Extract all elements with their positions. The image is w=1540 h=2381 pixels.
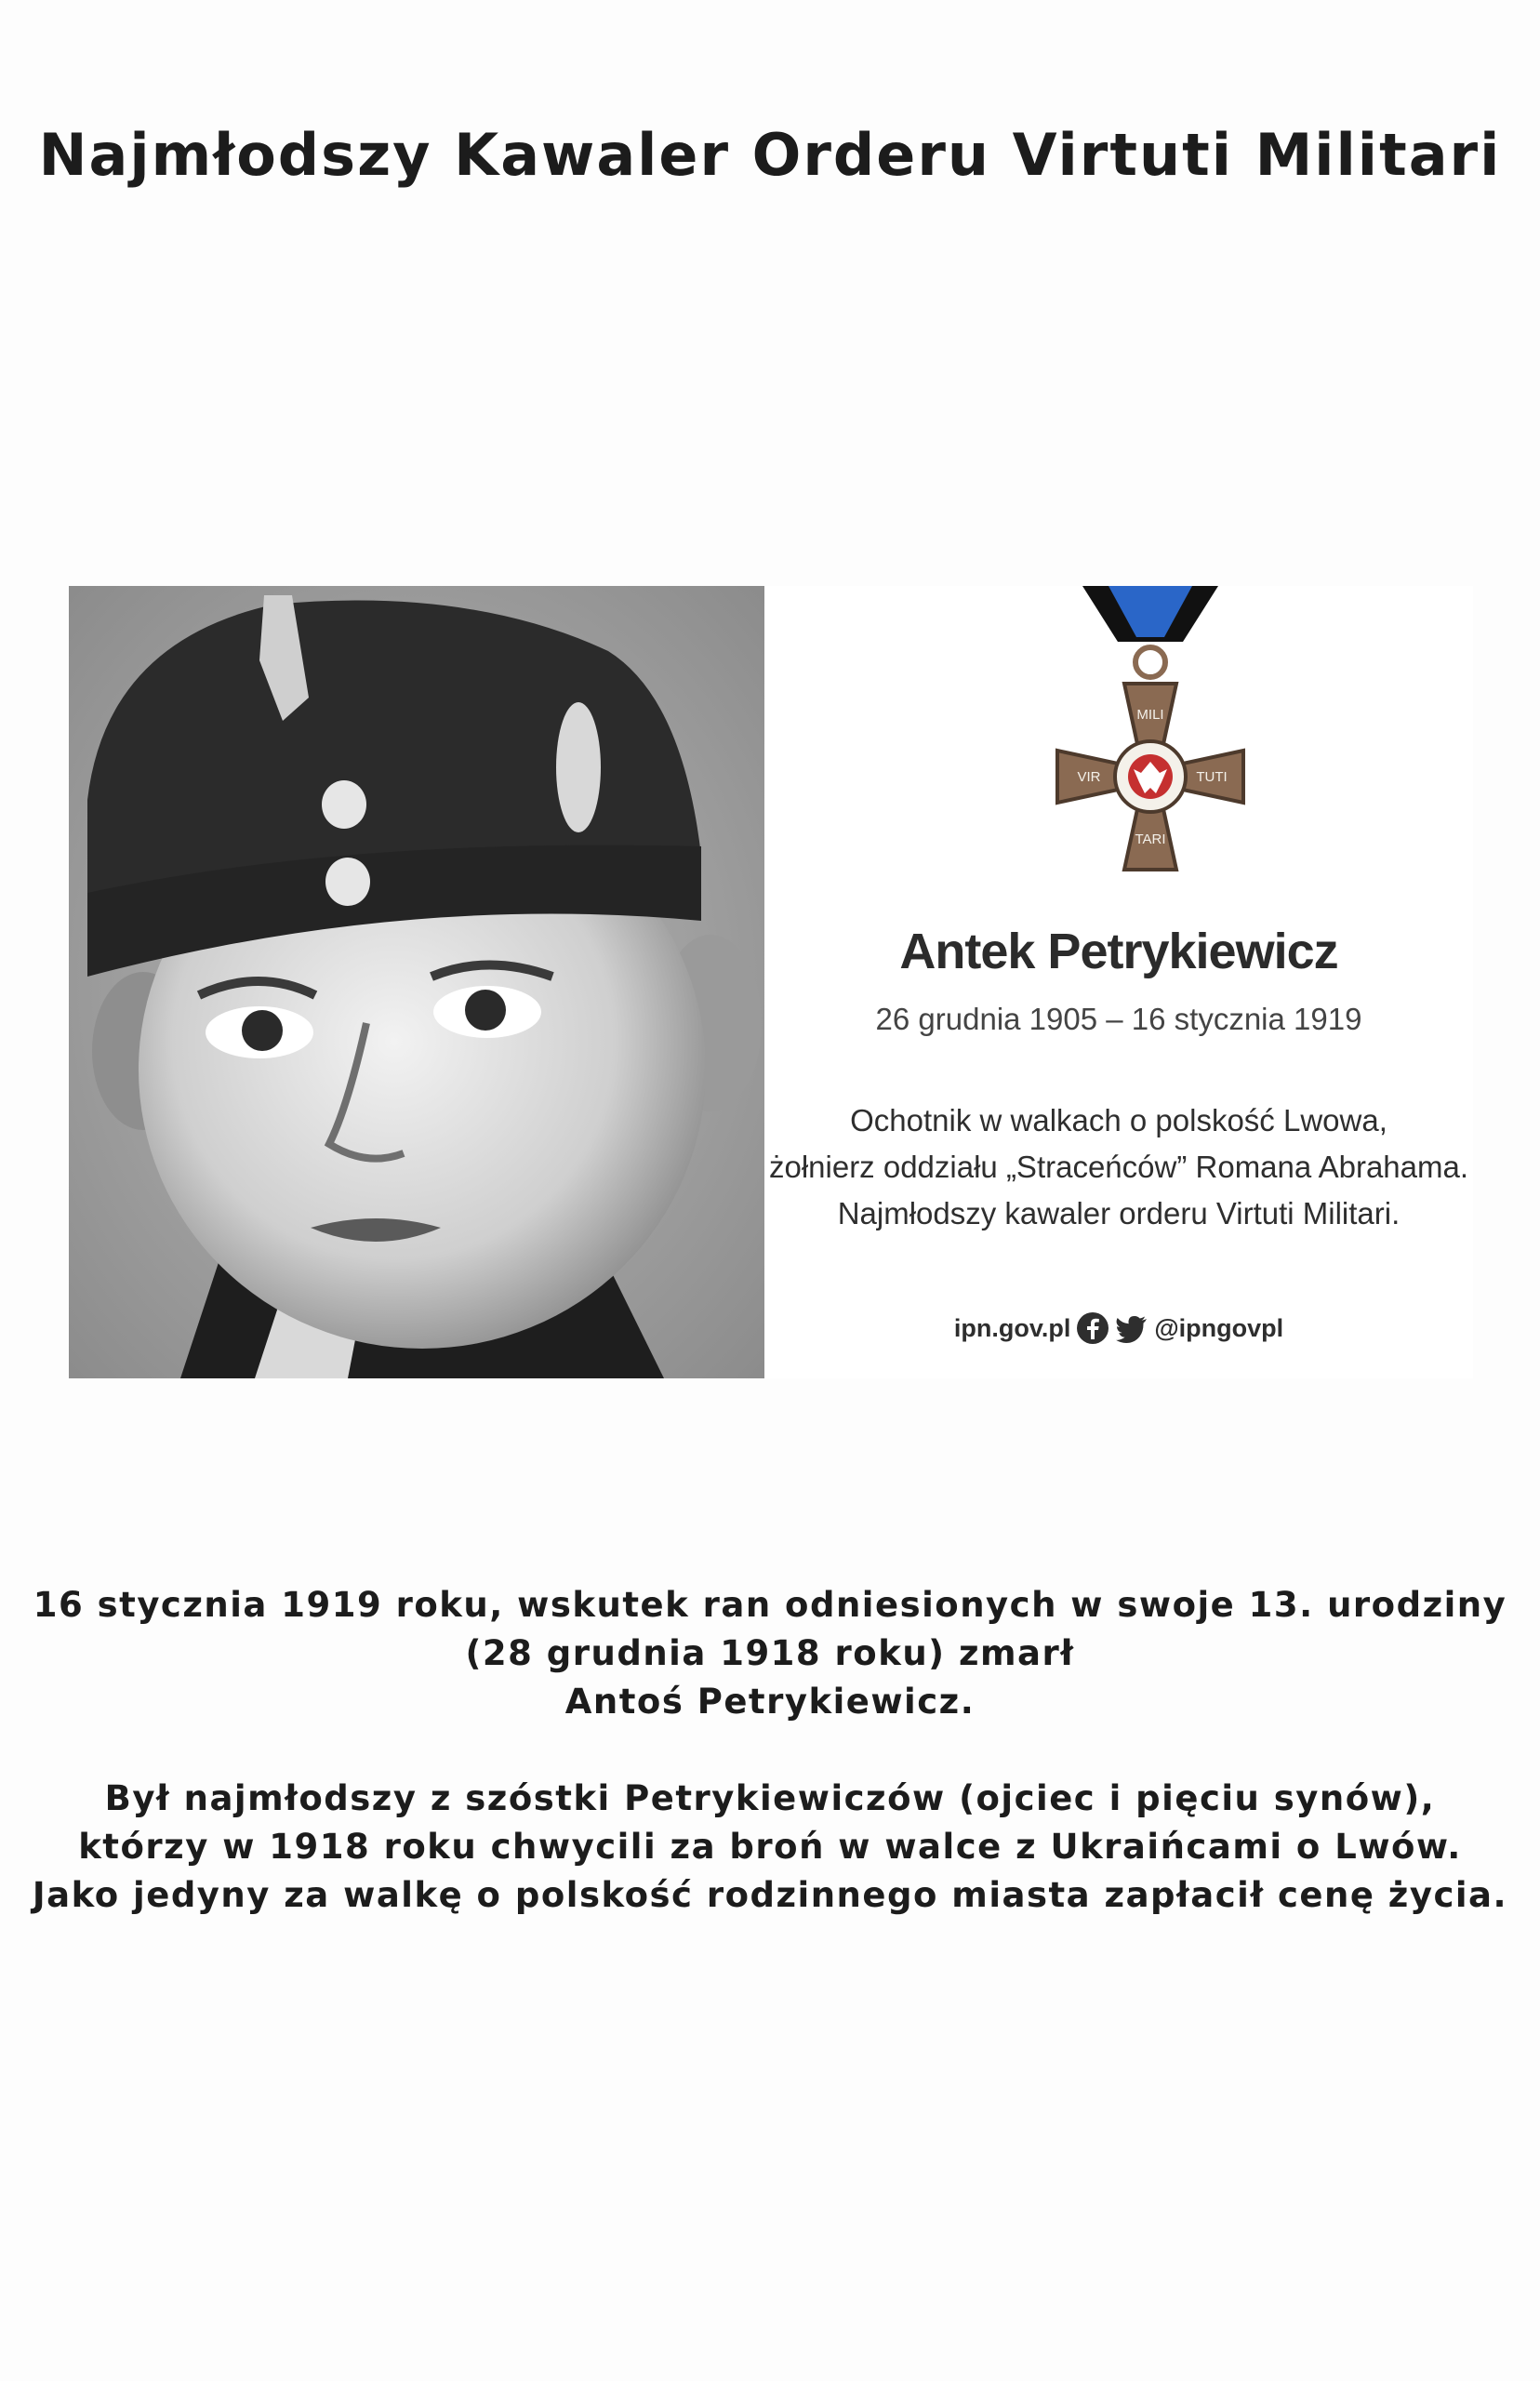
page-title: Najmłodszy Kawaler Orderu Virtuti Militari [38,121,1502,189]
medal-text-bottom: TARI [1135,831,1166,847]
medal-text-right: TUTI [1196,769,1228,785]
article-line: 16 stycznia 1919 roku, wskutek ran odniesionych w swoje 13. urodziny [33,1585,1507,1625]
person-dates: 26 grudnia 1905 – 16 stycznia 1919 [875,1002,1362,1036]
card-footer [764,1311,1473,1345]
website-link[interactable]: ipn.gov.pl [953,1313,1071,1342]
social-handle[interactable]: @ipngovpl [1154,1313,1284,1342]
info-panel [764,586,1473,1378]
bio-text [764,1097,1473,1237]
bio-line: Ochotnik w walkach o polskość Lwowa, [850,1103,1387,1137]
article-line: Jako jedyny za walkę o polskość rodzinnego miasta zapłacił cenę życia. [32,1875,1508,1915]
bio-line: Najmłodszy kawaler orderu Virtuti Militari. [837,1196,1401,1230]
facebook-icon[interactable] [1076,1311,1109,1345]
memorial-card [69,586,1473,1378]
bio-line: żołnierz oddziału „Straceńców” Romana Abrahama. [768,1150,1469,1184]
twitter-icon[interactable] [1115,1311,1148,1345]
virtuti-militari-medal [1043,586,1257,893]
article-paragraph-2 [0,1775,1540,1920]
medal-text-top: MILI [1136,707,1164,723]
article-line: którzy w 1918 roku chwycili za broń w walce z Ukraińcami o Lwów. [78,1827,1462,1867]
article-line: Antoś Petrykiewicz. [564,1682,976,1722]
person-name: Antek Petrykiewicz [899,924,1338,979]
portrait-photo [69,586,764,1378]
medal-text-left: VIR [1077,769,1101,785]
article-line: (28 grudnia 1918 roku) zmarł [465,1633,1075,1673]
article-line: Był najmłodszy z szóstki Petrykiewiczów (ojciec i pięciu synów), [104,1778,1436,1818]
article-paragraph-1 [0,1581,1540,1726]
article-text [0,1581,1540,1920]
